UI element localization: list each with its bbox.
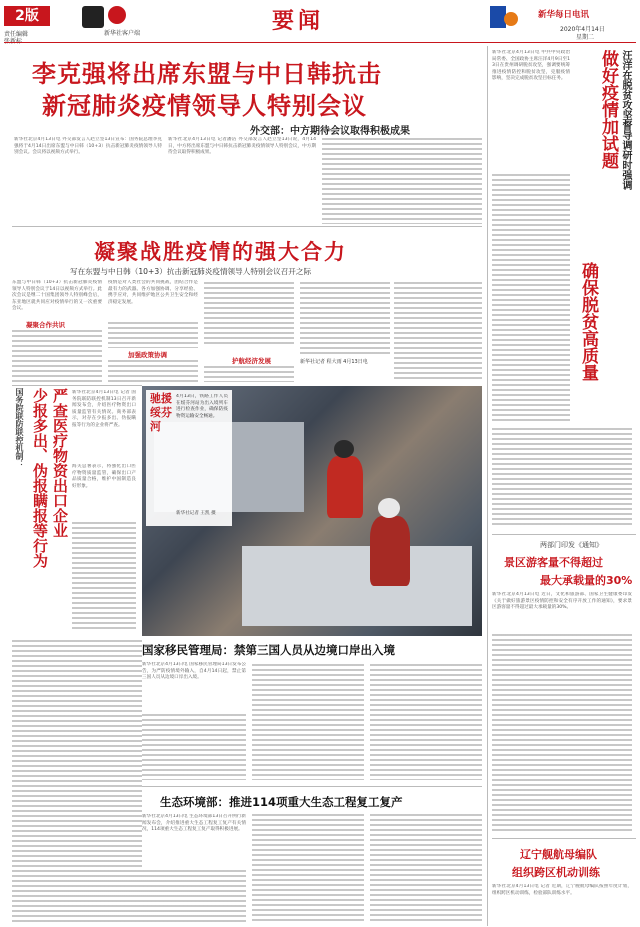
right-title-big-2: 确保脱贫高质量: [578, 262, 598, 381]
immigration-body-text: [252, 664, 364, 780]
editorial-body-text: [394, 282, 482, 382]
left-column-paragraph-1: 新华社北京4月13日电 记者 国务院联防联控机制13日召开新闻发布会，介绍医疗物资出口质量监管有关情况。商务部表示，对存在少报多出、伪报瞒报等行为的企业将严查。: [72, 390, 136, 428]
right-column-paragraph: 新华社北京4月13日电 中共中央政治局常委、全国政协主席汪洋4月9日至13日在贵州调研脱贫攻坚，强调要统筹推进疫情防控和脱贫攻坚，克服疫情影响，坚决完成脱贫攻坚目标任务。: [492, 50, 570, 82]
left-column-body-text: [72, 522, 136, 632]
qr-code-icon: [82, 6, 104, 28]
eco-body-text: [142, 870, 246, 924]
editor-label: 责任编辑: [4, 31, 29, 38]
editorial-body-text: [108, 360, 198, 382]
eco-paragraph: 新华社北京4月13日电 生态环境部13日召开例行新闻发布会，介绍推进重大生态工程复工复产有关情况，114项重大生态工程复工复产取得积极进展。: [142, 814, 246, 833]
editorial-subsection-2: 加强政策协调: [128, 351, 167, 359]
right-column-body-text: [492, 174, 570, 424]
lead-headline-line1: 李克强将出席东盟与中日韩抗击: [32, 59, 382, 88]
notice-body-text: [492, 634, 632, 834]
photo-caption-title: 驰援绥芬河: [150, 392, 172, 433]
editorial-body-text: [12, 330, 102, 382]
left-column-headline-1: 少报多出、伪报瞒报等行为: [31, 388, 49, 568]
editorial-paragraph-1: 东盟与中日韩（10+3）抗击新冠肺炎疫情领导人特别会议于14日以视频方式举行。此次会议是继二十国集团领导人特别峰会后，东亚地区就共同应对疫情举行的又一次重要会议。: [12, 280, 102, 312]
bottom-story-rule: [142, 786, 482, 787]
immigration-headline: 国家移民管理局：禁第三国人员从边境口岸出入境: [142, 643, 395, 657]
photo-credit: 新华社记者 王凯 摄: [176, 511, 216, 516]
photo-caption-body: 4月13日，铁路工作人员在绥芬河站为出入境列车进行检查作业，确保防疫物资运输安全畅通。: [176, 394, 228, 419]
liaoning-paragraph: 新华社北京4月13日电 记者 近期，辽宁舰航母编队按照年度计划，组织跨区机动训练，检验部队训练水平。: [492, 884, 632, 896]
section-title: 要闻: [272, 8, 325, 34]
editorial-body-text: [108, 322, 198, 348]
editorial-byline: 新华社记者 程大雨 4月13日电: [300, 359, 368, 365]
lead-headline-line2: 新冠肺炎疫情领导人特别会议: [42, 91, 367, 120]
issue-weekday: 星期二: [576, 34, 595, 41]
editorial-subhead: 写在东盟与中日韩（10+3）抗击新冠肺炎疫情领导人特别会议召开之际: [70, 267, 312, 276]
lead-body-text: [322, 138, 482, 224]
immigration-body-text: [142, 714, 246, 780]
notice-label: 两部门印发《通知》: [540, 541, 603, 549]
editorial-headline: 凝聚战胜疫情的强大合力: [94, 239, 347, 264]
lead-paragraph-1: 新华社北京4月13日电 外交部发言人赵立坚13日宣布：国务院总理李克强将于4月14日出席东盟与中日韩（10+3）抗击新冠肺炎疫情领导人特别会议。会议将以视频方式举行。: [14, 137, 162, 156]
left-column-paragraph-2: 海关总署表示，将强化出口医疗物资质量监管，确保出口产品质量合格，维护中国制造良好形象。: [72, 464, 136, 489]
editorial-top-rule: [12, 226, 482, 227]
liaoning-headline-2: 组织跨区机动训练: [512, 866, 600, 879]
liaoning-top-rule: [492, 838, 636, 839]
editorial-paragraph-2: 疫情是对人类社会的共同挑战，团结合作是最有力的武器。各方加强协调、分享经验、携手应对，共同维护地区公共卫生安全和经济稳定发展。: [108, 280, 198, 305]
page-number-badge: 2版: [4, 6, 50, 26]
paper-name: 新华每日电讯: [538, 10, 590, 20]
editorial-body-text: [300, 282, 390, 354]
left-column-side-label: 国务院联防联控机制：: [15, 388, 24, 468]
editorial-body-text: [204, 282, 294, 344]
xinhua-app-icon: [108, 6, 126, 24]
right-headline-label: 汪洋在脱贫攻坚督导调研时强调: [620, 50, 631, 190]
lead-paragraph-2: 新华社北京4月13日电 记者潘洁 外交部发言人赵立坚13日说，4月14日，中方将出席东盟与中日韩抗击新冠肺炎疫情领导人特别会议，中方期待会议取得积极成果。: [168, 137, 316, 156]
left-column-rule: [12, 385, 142, 386]
masthead-rule: [4, 42, 636, 43]
eco-body-text: [252, 814, 364, 924]
eco-headline: 生态环境部：推进114项重大生态工程复工复产: [160, 795, 403, 809]
left-column-headline-2: 严查医疗物资出口企业: [51, 388, 69, 538]
editorial-subsection-3: 护航经济发展: [232, 357, 271, 365]
lead-subhead: 外交部：中方期待会议取得积极成果: [250, 126, 410, 137]
right-title-big-1: 做好疫情加试题: [598, 50, 618, 169]
notice-headline-2: 最大承载量的30%: [540, 574, 633, 587]
left-column-body-text: [12, 640, 142, 924]
editorial-subsection-1: 凝聚合作共识: [26, 321, 65, 329]
issue-date: 2020年4月14日: [560, 26, 605, 33]
editorial-body-text: [204, 366, 294, 382]
right-column-body-text: [492, 428, 632, 528]
immigration-paragraph: 新华社北京4月13日电 国家移民管理局13日发布公告，为严防疫情境外输入，自4月14日起，禁止第三国人员从边境口岸出入境。: [142, 662, 246, 681]
notice-top-rule: [492, 534, 636, 535]
paper-logo-icon: [488, 4, 522, 30]
agency-logo-text: 新华社客户端: [104, 30, 141, 37]
notice-paragraph: 新华社北京4月13日电 近日，文化和旅游部、国家卫生健康委印发《关于做好旅游景区疫情防控和安全有序开放工作的通知》，要求景区游客量不得超过最大承载量的30%。: [492, 592, 632, 611]
notice-headline-1: 景区游客量不得超过: [504, 556, 603, 569]
editor-name: 张新标: [4, 38, 23, 45]
liaoning-headline-1: 辽宁舰航母编队: [520, 848, 597, 861]
eco-body-text: [370, 814, 482, 924]
immigration-body-text: [370, 664, 482, 780]
column-divider: [487, 46, 488, 926]
